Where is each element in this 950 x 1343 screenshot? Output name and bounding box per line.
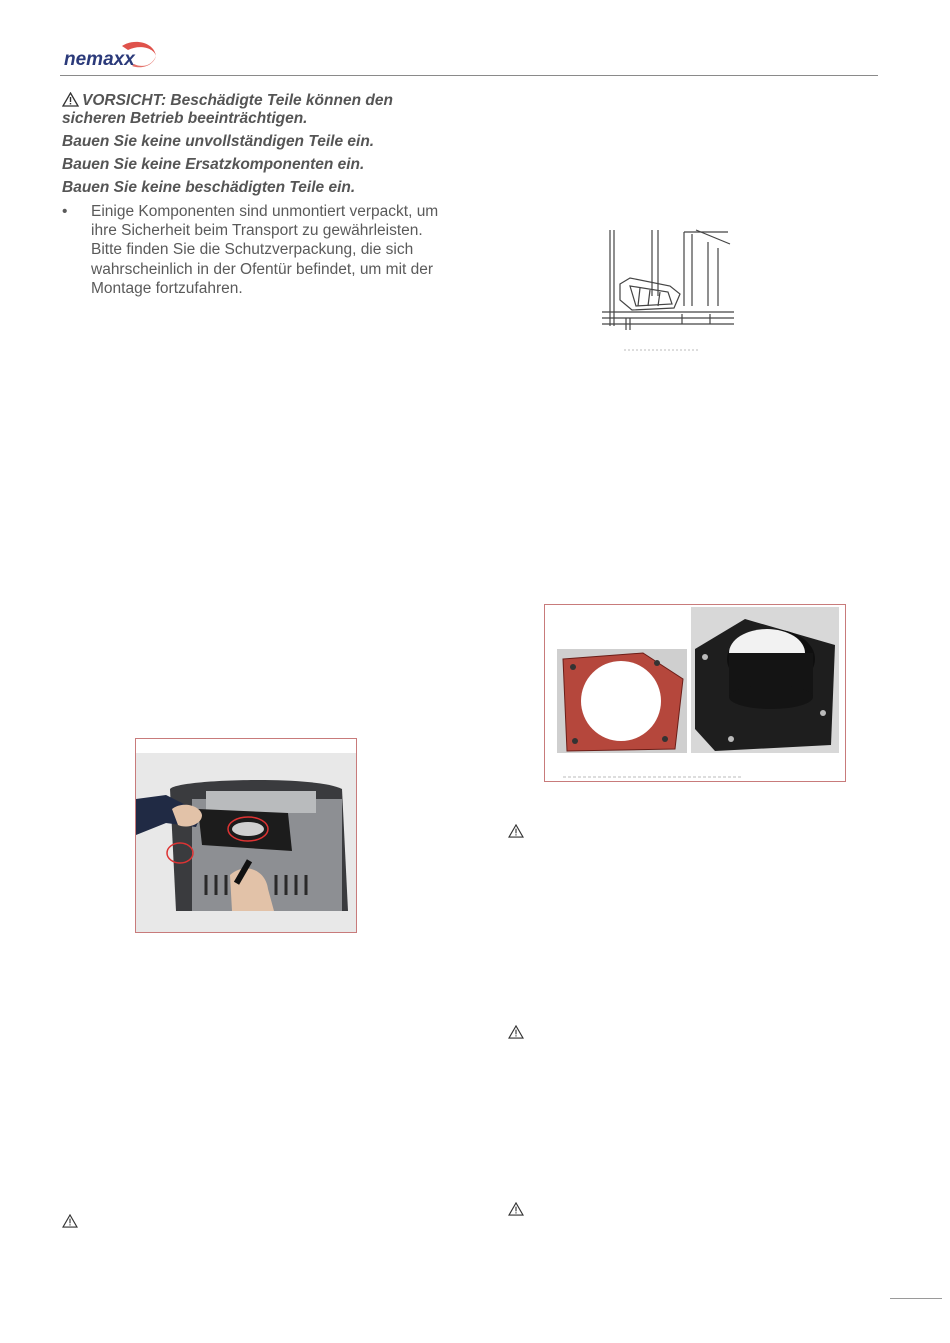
warning-triangle-icon (508, 1202, 524, 1216)
bolt-hole (572, 738, 578, 744)
header-divider (60, 75, 878, 76)
gasket-and-flange-figure (544, 604, 846, 782)
warning-triangle-icon (62, 1214, 78, 1228)
caution-title (62, 92, 442, 128)
caution-title-text: VORSICHT: Beschädigte Teile können den sicheren Betrieb beeinträchtigen. (62, 92, 393, 127)
gasket-flange-illustration (545, 605, 845, 781)
caution-line-incomplete: Bauen Sie keine unvollständigen Teile ein. (62, 133, 375, 150)
warning-triangle-icon (508, 824, 524, 838)
caution-line-damaged: Bauen Sie keine beschädigten Teile ein. (62, 179, 356, 196)
stove-section-diagram (600, 226, 736, 352)
caution-block (62, 92, 442, 197)
bolt-hole (654, 660, 660, 666)
warning-triangle-icon (508, 1025, 524, 1039)
bullet-marker: • (62, 203, 68, 220)
bullet-list (62, 202, 442, 298)
logo-wordmark: nemaxx (64, 49, 135, 70)
bolt-hole (570, 664, 576, 670)
warning-triangle-icon (62, 92, 79, 107)
bolt-hole (662, 736, 668, 742)
stove-mounting-photo (135, 738, 357, 933)
bullet-text: Einige Komponenten sind unmontiert verpackt, um ihre Sicherheit beim Transport zu gewährleisten. Bitte finden Sie die Schutzverpackung, die sich wahrscheinlich in der Ofentür befindet, um mit der Montage fortzufahren. (91, 203, 439, 297)
caution-line-replacement: Bauen Sie keine Ersatzkomponenten ein. (62, 156, 365, 173)
page-number-rule (890, 1298, 942, 1299)
nemaxx-logo (62, 40, 158, 72)
stove-mounting-illustration (136, 739, 356, 932)
